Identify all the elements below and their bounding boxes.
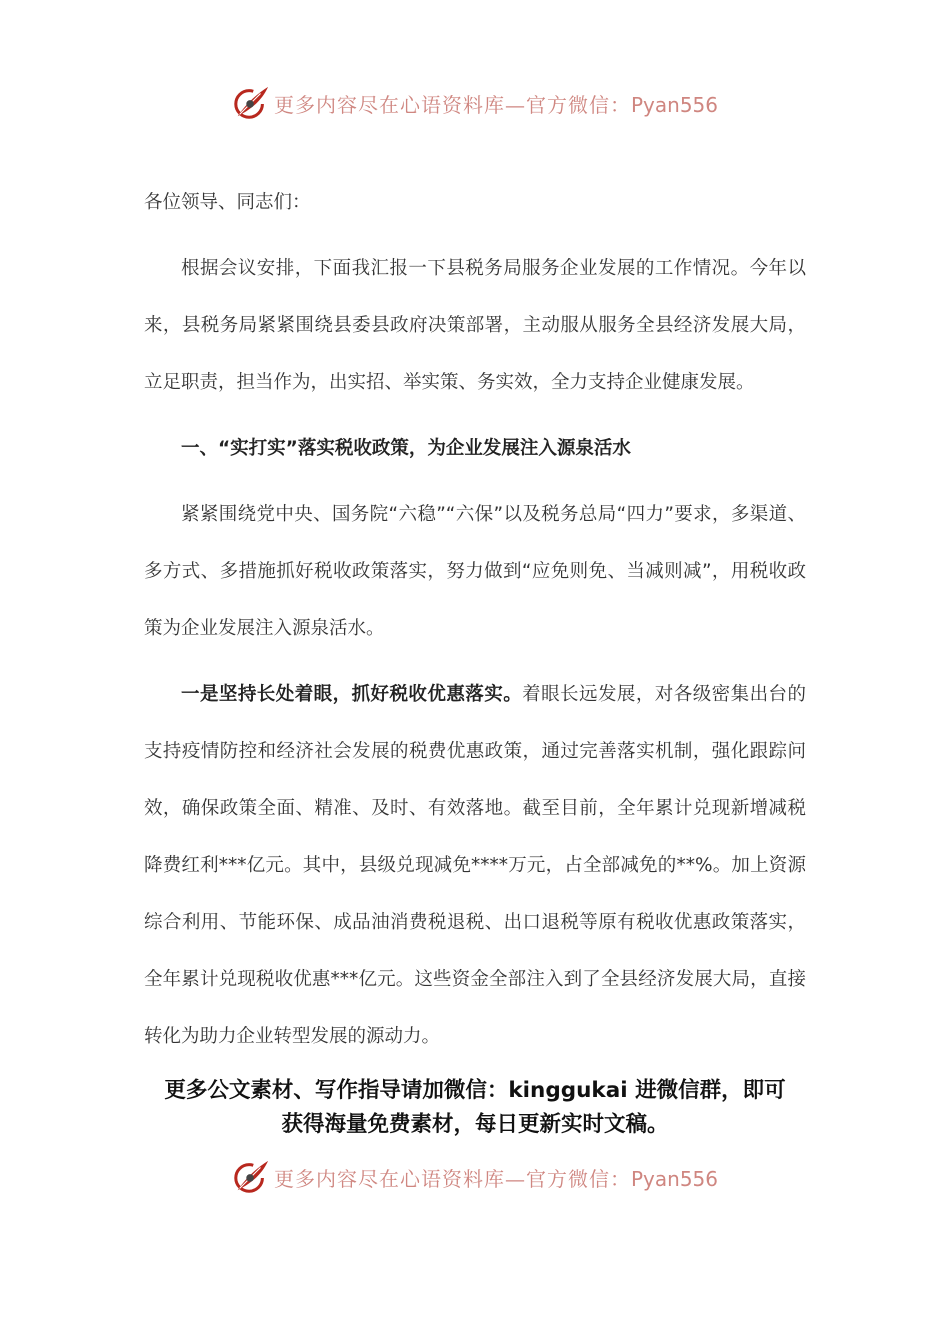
section-heading-text: 一、“实打实”落实税收政策，为企业发展注入源泉活水 — [181, 438, 631, 459]
intro-paragraph: 根据会议安排，下面我汇报一下县税务局服务企业发展的工作情况。今年以来，县税务局紧紧围绕县委县政府决策部署，主动服从服务全县经济发展大局，立足职责，担当作为，出实招、举实策、务实效，全力支持企业健康发展。 — [144, 258, 806, 393]
salutation: 各位领导、同志们： — [144, 192, 311, 213]
promo-notice — [100, 1074, 850, 1142]
watermark-id: Pyan556 — [630, 1166, 718, 1191]
watermark-id: Pyan556 — [630, 92, 718, 117]
point-body: 着眼长远发展，对各级密集出台的支持疫情防控和经济社会发展的税费优惠政策，通过完善落实机制，强化跟踪问效，确保政策全面、精准、及时、有效落地。截至目前，全年累计兑现新增减税降费红利***亿元。其中，县级兑现减免****万元，占全部减免的**%。加上资源综合利用、节能环保、成品油消费税退税、出口退税等原有税收优惠政策落实，全年累计兑现税收优惠***亿元。这些资金全部注入到了全县经济发展大局，直接转化为助力企业转型发展的源动力。 — [144, 684, 806, 1047]
header-watermark — [0, 78, 950, 128]
point-paragraph — [144, 666, 806, 1065]
watermark-text: 更多内容尽在心语资料库—官方微信：Pyan556 — [273, 92, 718, 117]
promo-line-2: 获得海量免费素材，每日更新实时文稿。 — [281, 1112, 669, 1137]
footer-watermark — [0, 1152, 950, 1202]
promo-line-1: 更多公文素材、写作指导请加微信：kinggukai 进微信群，即可 — [164, 1078, 786, 1103]
point-lead: 一是坚持长处着眼，抓好税收优惠落实。 — [181, 684, 523, 705]
section-heading — [144, 420, 806, 477]
quill-logo-icon — [232, 84, 270, 122]
quill-logo-icon — [232, 1158, 270, 1196]
document-body — [144, 174, 806, 1074]
watermark-text: 更多内容尽在心语资料库—官方微信：Pyan556 — [273, 1166, 718, 1191]
section-paragraph: 紧紧围绕党中央、国务院“六稳”“六保”以及税务总局“四力”要求，多渠道、多方式、多措施抓好税收政策落实，努力做到“应免则免、当减则减”，用税收政策为企业发展注入源泉活水。 — [144, 504, 806, 639]
